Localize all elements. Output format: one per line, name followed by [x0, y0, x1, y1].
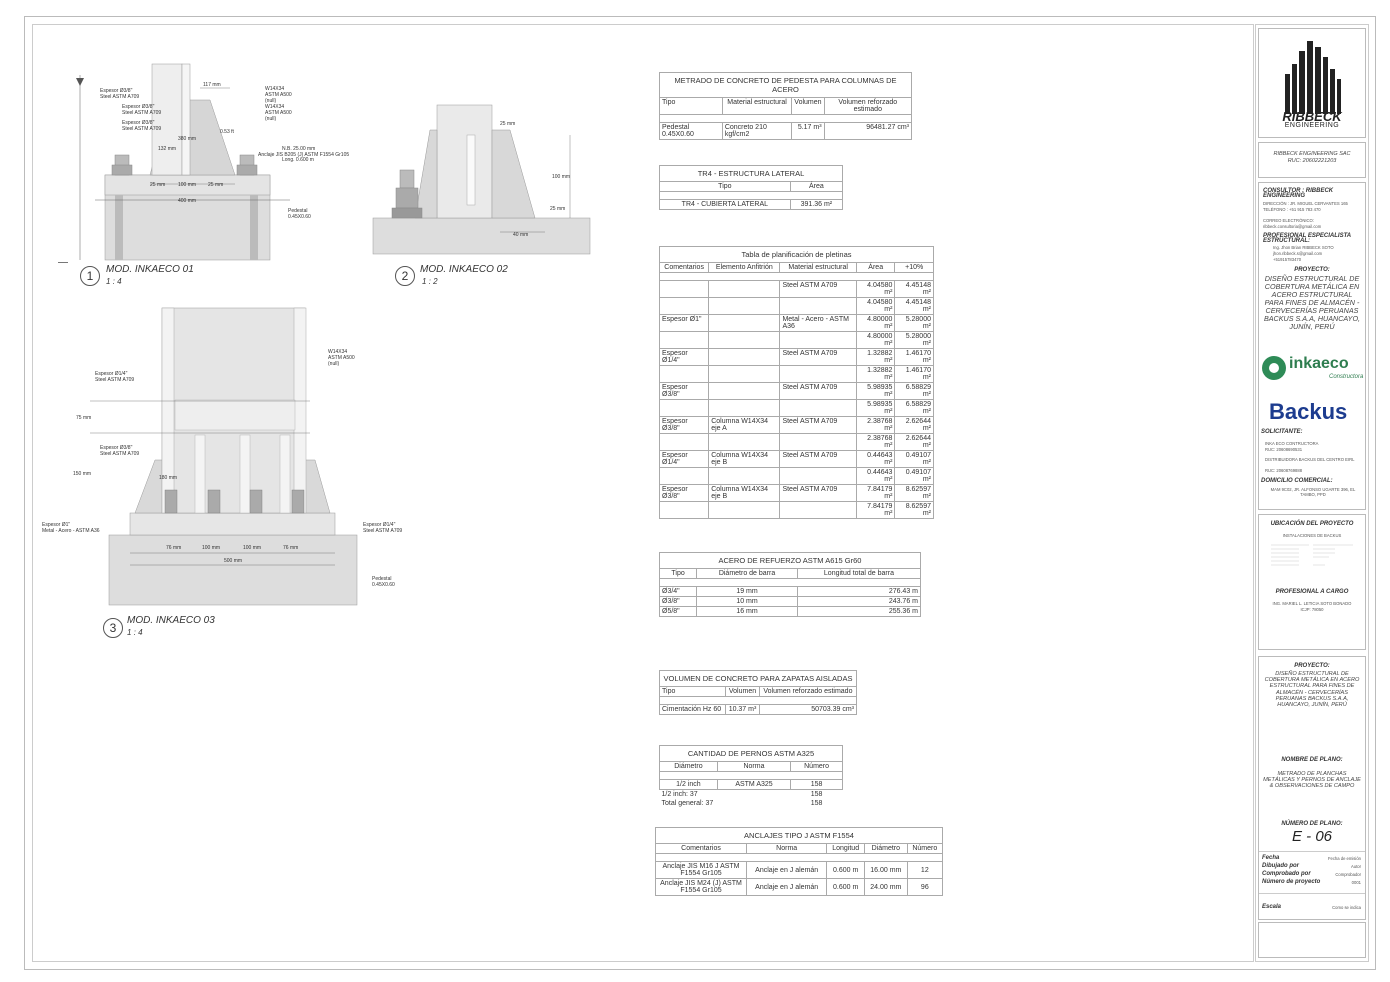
total-row [660, 799, 843, 808]
schedule-title: ANCLAJES TIPO J ASTM F1554 [656, 828, 943, 844]
table-cell: 4.80000 m² [856, 332, 895, 349]
d2-dim-40: 40 mm [513, 232, 529, 238]
detail-3-number: 3 [103, 618, 123, 638]
numero-plano-label: NÚMERO DE PLANO: [1281, 821, 1343, 827]
column-header: Tipo [660, 182, 791, 192]
column-header: Comentarios [656, 844, 747, 854]
table-cell: Steel ASTM A709 [780, 485, 857, 502]
d1-w4: W14X34 [265, 104, 285, 110]
backus-logo: Backus [1269, 399, 1348, 424]
column-header: Material estructural [780, 263, 857, 273]
table-cell: 7.84179 m² [856, 502, 895, 519]
table-row [660, 451, 934, 468]
column-header: Diámetro [864, 844, 907, 854]
table-row [660, 366, 934, 383]
d1-w3: (null) [265, 98, 277, 104]
table-cell [660, 281, 709, 298]
table-cell: Espesor Ø3/8" [660, 485, 709, 502]
d1-label-2: Espesor Ø3/8" [122, 104, 155, 110]
table-cell: 96 [907, 879, 942, 896]
domicilio: MAM 9C02, JR. ALFONSO UGARTE 396, EL TAMBO, PPD [1270, 487, 1356, 497]
column-header: Área [856, 263, 895, 273]
detail-1-title: MOD. INKAECO 01 [106, 264, 194, 275]
d3-dim-76b: 76 mm [283, 545, 299, 551]
correo-label: CORREO ELECTRÓNICO: [1263, 218, 1314, 223]
schedule-anclajes [655, 827, 943, 896]
table-cell: 391.36 m² [790, 200, 842, 210]
detail-3-drawing [40, 305, 403, 610]
table-row [660, 485, 934, 502]
schedule-pernos [659, 745, 843, 808]
column-header: Volumen reforzado estimado [824, 98, 911, 115]
detail-2-drawing [370, 100, 595, 260]
schedule-acero-refuerzo [659, 552, 921, 617]
table-cell: 50703.39 cm³ [759, 705, 856, 715]
column-header: Número [791, 762, 843, 772]
column-header: Tipo [660, 687, 726, 697]
proyecto-label: PROYECTO: [1294, 267, 1330, 273]
table-cell [780, 434, 857, 451]
column-header: Número [907, 844, 942, 854]
table-cell [709, 332, 780, 349]
d1-level-mark [58, 262, 68, 263]
profesional-cargo-2: ICJP: 78050 [1300, 607, 1324, 612]
schedule-title: ACERO DE REFUERZO ASTM A615 Gr60 [660, 553, 921, 569]
total-label: Total general: 37 [661, 800, 714, 807]
d3-dim-76a: 76 mm [166, 545, 182, 551]
table-cell [660, 468, 709, 485]
solicitante-3: DISTRIBUIDORA BACKUS DEL CENTRO EIRL [1265, 457, 1355, 462]
inkaeco-logo-icon [1261, 355, 1287, 381]
table-cell: 7.84179 m² [856, 485, 895, 502]
table-cell [780, 502, 857, 519]
table-row [660, 434, 934, 451]
table-cell: 1.32882 m² [856, 349, 895, 366]
table-cell [709, 281, 780, 298]
table-cell: Columna W14X34 eje B [709, 451, 780, 468]
sheet-info-box [1258, 656, 1366, 920]
company-ruc: RUC: 20602221203 [1287, 158, 1337, 164]
table-cell: 19 mm [697, 587, 798, 597]
table-cell [660, 332, 709, 349]
solicitante-1: INKA ECO CONTRUCTORA [1265, 441, 1319, 446]
table-cell [780, 400, 857, 417]
table-row [660, 349, 934, 366]
schedule-title: CANTIDAD DE PERNOS ASTM A325 [660, 746, 843, 762]
d1-w1: W14X34 [265, 86, 285, 92]
table-cell: 0.44643 m² [856, 451, 895, 468]
table-cell: 8.62597 m² [895, 502, 934, 519]
company-name: RIBBECK ENGINEERING SAC [1273, 151, 1351, 157]
consultor-label: CONSULTOR : RIBBECK ENGINEERING [1263, 188, 1334, 199]
table-cell: Steel ASTM A709 [780, 383, 857, 400]
d1-dim-400: 400 mm [178, 198, 197, 204]
escala-value: Como se indica [1332, 905, 1361, 910]
table-cell [660, 502, 709, 519]
column-header: +10% [895, 263, 934, 273]
subtotal-value: 158 [810, 791, 823, 798]
d1-dim-25a: 25 mm [150, 182, 166, 188]
detail-3-scale: 1 : 4 [127, 628, 143, 637]
table-cell: Columna W14X34 eje B [709, 485, 780, 502]
column-header: Material estructural [722, 98, 791, 115]
column-header: Volumen [726, 687, 760, 697]
d3-label-4b: Steel ASTM A709 [363, 528, 403, 534]
table-cell: 16 mm [697, 607, 798, 617]
solicitante-4: RUC: 20608769888 [1265, 468, 1303, 473]
proyecto-text: DISEÑO ESTRUCTURAL DE COBERTURA METÁLICA EN ACERO ESTRUCTURAL PARA FINES DE ALMACÉN - CERVECERÍAS PERUANAS BACKUS S.A.A, HUANCAYO, JUNÍN, PERÚ [1263, 274, 1361, 331]
d3-dim-100b: 100 mm [243, 545, 262, 551]
column-header: Norma [717, 762, 790, 772]
table-cell [709, 434, 780, 451]
table-cell: Ø5/8" [660, 607, 697, 617]
column-header: Diámetro de barra [697, 569, 798, 579]
table-cell: Espesor Ø3/8" [660, 383, 709, 400]
d3-dim-500: 500 mm [224, 558, 243, 564]
table-cell: Cimentación Hz 60 [660, 705, 726, 715]
table-cell [709, 383, 780, 400]
table-cell [780, 332, 857, 349]
profesional-cargo: ING. MARIEL L. LETICIA SOTO BONADO [1272, 601, 1352, 606]
comprobado-label: Comprobado por [1262, 871, 1311, 877]
table-cell: Ø3/8" [660, 597, 697, 607]
table-cell [709, 315, 780, 332]
d3-label-1: Espesor Ø1/4" [95, 371, 128, 377]
d1-ped: Pedestal [288, 208, 308, 214]
table-cell: 243.76 m [797, 597, 920, 607]
d3-label-4: Espesor Ø1/4" [363, 522, 396, 528]
table-cell: 1.46170 m² [895, 366, 934, 383]
table-row [660, 200, 843, 210]
table-cell [660, 298, 709, 315]
table-row [660, 417, 934, 434]
total-value: 158 [810, 800, 823, 807]
table-cell: 1/2 inch [660, 780, 718, 790]
table-cell [780, 298, 857, 315]
table-cell: 2.62644 m² [895, 434, 934, 451]
table-row [660, 587, 921, 597]
table-cell: 24.00 mm [864, 879, 907, 896]
location-box [1258, 514, 1366, 650]
detail-1-drawing [60, 60, 350, 260]
d1-dim-100: 100 mm [178, 182, 197, 188]
nombre-plano-text: METRADO DE PLANCHAS METÁLICAS Y PERNOS DE ANCLAJE & OBSERVACIONES DE CAMPO [1263, 771, 1361, 790]
escala-label: Escala [1262, 904, 1282, 910]
correo: ribbeck.consultoria@gmail.com [1263, 224, 1322, 229]
d1-nb3: Long. 0.600 m [282, 157, 314, 163]
column-header: Longitud [827, 844, 865, 854]
table-cell: Espesor Ø1/4" [660, 349, 709, 366]
d2-dim-25a: 25 mm [500, 121, 516, 127]
d3-label-3b: Metal - Acero - ASTM A36 [42, 528, 100, 534]
d1-w5: ASTM A500 [265, 110, 292, 116]
d3-label-2: Espesor Ø3/8" [100, 445, 133, 451]
table-cell: TR4 - CUBIERTA LATERAL [660, 200, 791, 210]
domicilio-label: DOMICILIO COMERCIAL: [1261, 478, 1333, 484]
d3-dim-150: 150 mm [73, 471, 92, 477]
detail-1-number: 1 [80, 266, 100, 286]
table-cell: 4.04580 m² [856, 281, 895, 298]
solicitante-2: RUC: 20608690531 [1265, 447, 1303, 452]
table-row [660, 780, 843, 790]
table-cell: 2.38768 m² [856, 417, 895, 434]
detail-2-scale: 1 : 2 [422, 277, 438, 286]
subtotal-label: 1/2 inch: 37 [661, 791, 698, 798]
d3-dim-100a: 100 mm [202, 545, 221, 551]
company-box [1258, 142, 1366, 178]
table-cell: Steel ASTM A709 [780, 417, 857, 434]
column-header: Volumen reforzado estimado [759, 687, 856, 697]
table-cell: 5.28000 m² [895, 315, 934, 332]
d1-nb2: Anclaje JIS B205 (J) ASTM F1554 Gr105 [258, 152, 350, 158]
location-table-graphic [1269, 541, 1355, 571]
d1-ped2: 0.45X0.60 [288, 214, 311, 220]
fecha-label: Fecha [1262, 855, 1280, 861]
table-cell [709, 298, 780, 315]
profesional-label: PROFESIONAL ESPECIALISTA ESTRUCTURAL: [1263, 233, 1351, 244]
table-row [656, 862, 943, 879]
d3-label-3: Espesor Ø1" [42, 522, 71, 528]
schedule-zapatas [659, 670, 857, 715]
d3-label-2b: Steel ASTM A709 [100, 451, 140, 457]
divider [1259, 851, 1365, 852]
logo-text: RIBBECK [1282, 109, 1342, 124]
column-header: Elemento Anfitrión [709, 263, 780, 273]
schedule-title: VOLUMEN DE CONCRETO PARA ZAPATAS AISLADAS [660, 671, 857, 687]
column-header: Longitud total de barra [797, 569, 920, 579]
column-header: Tipo [660, 98, 723, 115]
table-cell: Espesor Ø1/4" [660, 451, 709, 468]
fecha-value: Fecha de emisión [1327, 856, 1361, 861]
revision-box [1258, 922, 1366, 958]
table-cell: Ø3/4" [660, 587, 697, 597]
table-row [656, 879, 943, 896]
table-cell: 16.00 mm [864, 862, 907, 879]
proyecto-numero-value: 0001 [1351, 880, 1361, 885]
ubicacion-text: INSTALACIONES DE BACKUS [1282, 533, 1342, 538]
table-cell: 8.62597 m² [895, 485, 934, 502]
d1-label-3: Espesor Ø3/8" [122, 120, 155, 126]
table-row [660, 315, 934, 332]
d3-ped: Pedestal [372, 576, 392, 582]
table-cell: 0.600 m [827, 879, 865, 896]
d1-dim-380: 380 mm [178, 136, 197, 142]
table-cell: ASTM A325 [717, 780, 790, 790]
table-cell: 96481.27 cm³ [824, 123, 911, 140]
d2-dim-100: 100 mm [552, 174, 571, 180]
table-cell: Anclaje en J alemán [747, 862, 827, 879]
table-row [660, 123, 912, 140]
table-cell: Metal - Acero - ASTM A36 [780, 315, 857, 332]
d1-dim-25b: 25 mm [208, 182, 224, 188]
inkaeco-logo-text: inkaeco [1289, 355, 1349, 372]
table-cell [780, 366, 857, 383]
table-cell: 2.62644 m² [895, 417, 934, 434]
comprobado-value: Comprobador [1335, 872, 1361, 877]
inkaeco-logo-subtext: Constructora [1329, 374, 1364, 380]
table-cell: 6.58829 m² [895, 400, 934, 417]
table-cell: Anclaje JIS M16 J ASTM F1554 Gr105 [656, 862, 747, 879]
table-cell: 12 [907, 862, 942, 879]
table-cell [660, 434, 709, 451]
d3-dim-180: 180 mm [159, 475, 178, 481]
table-cell: Anclaje en J alemán [747, 879, 827, 896]
column-header: Diámetro [660, 762, 718, 772]
d3-w2: ASTM A500 [328, 355, 355, 361]
logo-subtext: ENGINEERING [1284, 122, 1340, 129]
consultant-box [1258, 182, 1366, 510]
column-header: Área [790, 182, 842, 192]
direccion: DIRECCIÓN : JR. MIGUEL CERVANTES 165 [1263, 201, 1348, 206]
profesional-cargo-label: PROFESIONAL A CARGO [1275, 589, 1349, 595]
table-cell: 10 mm [697, 597, 798, 607]
table-cell: 0.49107 m² [895, 451, 934, 468]
profesional-2: jhon.ribbeck.s@gmail.com [1273, 251, 1323, 256]
table-cell: 1.32882 m² [856, 366, 895, 383]
d1-dim-117: 117 mm [203, 82, 221, 88]
table-cell: Espesor Ø1" [660, 315, 709, 332]
d1-label-2b: Steel ASTM A709 [122, 110, 162, 116]
d3-dim-75: 75 mm [76, 415, 92, 421]
table-cell: Columna W14X34 eje A [709, 417, 780, 434]
d3-w1: W14X34 [328, 349, 348, 355]
table-row [660, 400, 934, 417]
table-cell: 5.17 m³ [792, 123, 824, 140]
d1-w6: (null) [265, 116, 277, 122]
table-cell [709, 468, 780, 485]
table-cell: 4.80000 m² [856, 315, 895, 332]
proyecto2-text: DISEÑO ESTRUCTURAL DE COBERTURA METÁLICA EN ACERO ESTRUCTURAL PARA FINES DE ALMACÉN - CERVECERÍAS PERUANAS BACKUS S.A.A, HUANCAYO, JUNÍN, PERÚ [1264, 671, 1360, 709]
d1-label-3b: Steel ASTM A709 [122, 126, 162, 132]
table-row [660, 332, 934, 349]
table-cell: 0.600 m [827, 862, 865, 879]
schedule-platinas [659, 246, 934, 519]
nombre-plano-label: NOMBRE DE PLANO: [1281, 757, 1343, 763]
table-cell [709, 400, 780, 417]
table-cell: 4.04580 m² [856, 298, 895, 315]
table-row [660, 281, 934, 298]
profesional-1: Ing. Jhon Brian RIBBECK SOTO [1273, 245, 1334, 250]
d1-dim-132: 132 mm [158, 146, 177, 152]
detail-2-title: MOD. INKAECO 02 [420, 264, 508, 275]
d1-nb1: N.B. 25.00 mm [282, 146, 316, 152]
column-header: Tipo [660, 569, 697, 579]
table-cell: 10.37 m³ [726, 705, 760, 715]
table-cell: Steel ASTM A709 [780, 451, 857, 468]
table-cell: 1.46170 m² [895, 349, 934, 366]
table-row [660, 468, 934, 485]
schedule-tr4 [659, 165, 843, 210]
logo-box [1258, 28, 1366, 138]
table-cell: Anclaje JIS M24 (J) ASTM F1554 Gr105 [656, 879, 747, 896]
ubicacion-label: UBICACIÓN DEL PROYECTO [1270, 521, 1354, 527]
solicitante-label: SOLICITANTE: [1261, 429, 1303, 435]
proyecto-numero-label: Número de proyecto [1262, 879, 1321, 885]
schedule-title: METRADO DE CONCRETO DE PEDESTA PARA COLUMNAS DE ACERO [660, 73, 912, 98]
table-cell: 158 [791, 780, 843, 790]
schedule-title: TR4 - ESTRUCTURA LATERAL [660, 166, 843, 182]
table-row [660, 383, 934, 400]
dibujado-value: Autor [1350, 864, 1361, 869]
table-cell [709, 349, 780, 366]
dibujado-label: Dibujado por [1262, 863, 1299, 869]
d3-label-1b: Steel ASTM A709 [95, 377, 135, 383]
table-cell [780, 468, 857, 485]
table-row [660, 502, 934, 519]
detail-1-scale: 1 : 4 [106, 277, 122, 286]
table-cell: Steel ASTM A709 [780, 281, 857, 298]
table-cell: 0.49107 m² [895, 468, 934, 485]
column-header: Comentarios [660, 263, 709, 273]
detail-2-number: 2 [395, 266, 415, 286]
table-cell: Pedestal 0.45X0.60 [660, 123, 723, 140]
schedule-concreto-pedestal [659, 72, 912, 140]
table-cell: 6.58829 m² [895, 383, 934, 400]
table-cell: 0.44643 m² [856, 468, 895, 485]
table-cell: 4.45148 m² [895, 281, 934, 298]
column-header: Volumen [792, 98, 824, 115]
d1-dim-053: 0.53 ft [220, 129, 234, 135]
numero-plano: E - 06 [1291, 828, 1333, 845]
proyecto2-label: PROYECTO: [1294, 663, 1330, 669]
d1-label-1: Espesor Ø3/8" [100, 88, 133, 94]
d2-dim-25b: 25 mm [550, 206, 566, 212]
schedule-title: Tabla de planificación de pletinas [660, 247, 934, 263]
table-cell: 2.38768 m² [856, 434, 895, 451]
d1-w2: ASTM A500 [265, 92, 292, 98]
d1-label-1b: Steel ASTM A709 [100, 94, 140, 100]
table-cell: Steel ASTM A709 [780, 349, 857, 366]
d3-ped2: 0.45X0.60 [372, 582, 395, 588]
table-cell: 276.43 m [797, 587, 920, 597]
table-cell: Concreto 210 kgf/cm2 [722, 123, 791, 140]
column-header: Norma [747, 844, 827, 854]
d3-w3: (null) [328, 361, 340, 367]
table-cell [709, 502, 780, 519]
table-cell: 5.28000 m² [895, 332, 934, 349]
table-row [660, 298, 934, 315]
detail-3-title: MOD. INKAECO 03 [127, 615, 215, 626]
table-row [660, 607, 921, 617]
subtotal-row [660, 790, 843, 800]
telefono: TELÉFONO : +51 915 783 470 [1263, 207, 1321, 212]
table-row [660, 705, 857, 715]
table-cell: Espesor Ø3/8" [660, 417, 709, 434]
table-row [660, 597, 921, 607]
divider [1259, 893, 1365, 894]
table-cell [660, 366, 709, 383]
table-cell [660, 400, 709, 417]
table-cell: 255.36 m [797, 607, 920, 617]
table-cell: 5.98935 m² [856, 400, 895, 417]
table-cell: 5.98935 m² [856, 383, 895, 400]
profesional-3: +51915783470 [1273, 257, 1302, 262]
table-cell: 4.45148 m² [895, 298, 934, 315]
table-cell [709, 366, 780, 383]
